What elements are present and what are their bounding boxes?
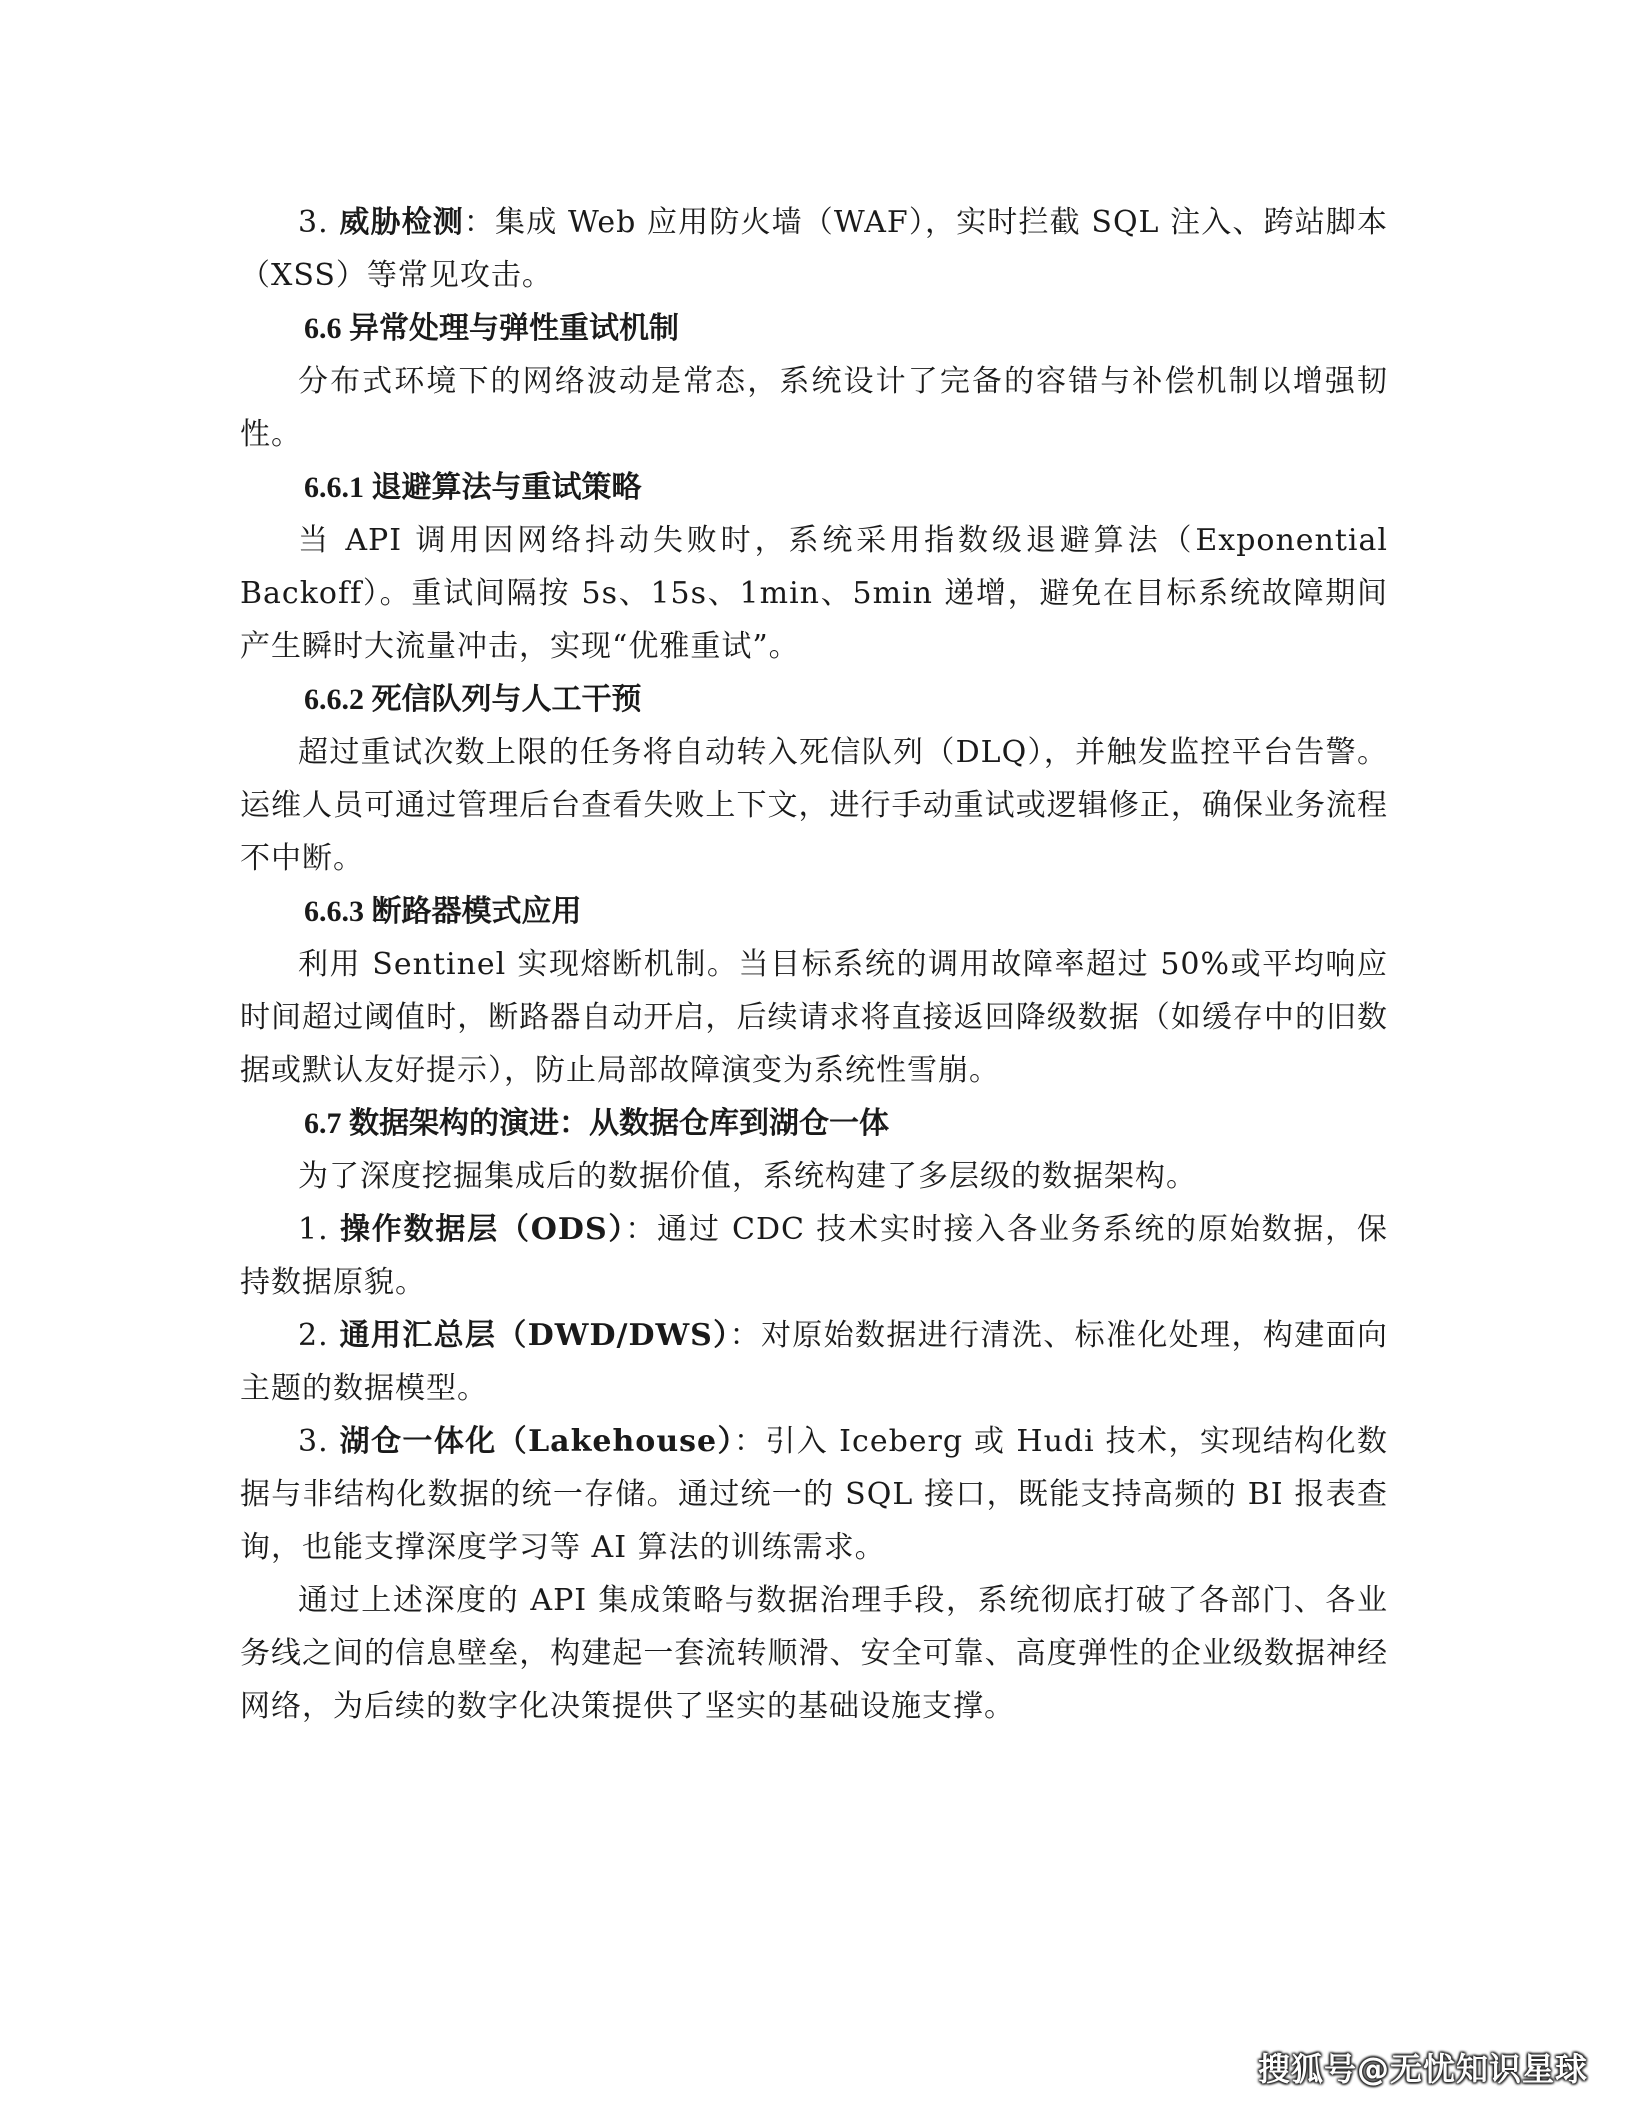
list-item-colon: ：	[733, 1424, 766, 1459]
section-heading-6-6-1: 6.6.1 退避算法与重试策略	[304, 471, 642, 504]
watermark: 搜狐号@无忧知识星球	[1257, 2050, 1588, 2088]
list-item-lakehouse	[240, 1415, 1388, 1574]
list-item-text: 通过 CDC 技术实时接入各业务系统的原始数据，保持数据原貌。	[240, 1212, 1388, 1300]
section-heading-6-6-2: 6.6.2 死信队列与人工干预	[304, 683, 642, 716]
paragraph-6-7: 为了深度挖掘集成后的数据价值，系统构建了多层级的数据架构。	[298, 1159, 1197, 1194]
document-page	[240, 196, 1388, 1733]
list-item-dwd-dws	[240, 1309, 1388, 1415]
list-item-text: 引入 Iceberg 或 Hudi 技术，实现结构化数据与非结构化数据的统一存储。通过统一的 SQL 接口，既能支持高频的 BI 报表查询，也能支撑深度学习等 AI 算法的训练需求。	[240, 1424, 1388, 1565]
list-item-text: 集成 Web 应用防火墙（WAF），实时拦截 SQL 注入、跨站脚本（XSS）等常见攻击。	[240, 205, 1389, 293]
paragraph-6-6: 分布式环境下的网络波动是常态，系统设计了完备的容错与补偿机制以增强韧性。	[240, 364, 1388, 452]
list-item-threat-detection	[240, 196, 1388, 302]
section-heading-6-6: 6.6 异常处理与弹性重试机制	[304, 312, 679, 345]
paragraph-6-6-3: 利用 Sentinel 实现熔断机制。当目标系统的调用故障率超过 50%或平均响应时间超过阈值时，断路器自动开启，后续请求将直接返回降级数据（如缓存中的旧数据或默认友好提示），防止局部故障演变为系统性雪崩。	[240, 947, 1388, 1088]
closing-paragraph: 通过上述深度的 API 集成策略与数据治理手段，系统彻底打破了各部门、各业务线之间的信息壁垒，构建起一套流转顺滑、安全可靠、高度弹性的企业级数据神经网络，为后续的数字化决策提供了坚实的基础设施支撑。	[240, 1583, 1388, 1724]
list-item-colon: ：	[625, 1212, 658, 1247]
section-heading-6-6-3: 6.6.3 断路器模式应用	[304, 895, 582, 928]
list-number: 3.	[298, 1424, 340, 1459]
list-number: 1.	[298, 1212, 340, 1247]
list-item-ods	[240, 1203, 1388, 1309]
list-item-label: 操作数据层（ODS）	[339, 1212, 626, 1247]
list-item-label: 威胁检测	[339, 205, 464, 240]
paragraph-6-6-2: 超过重试次数上限的任务将自动转入死信队列（DLQ），并触发监控平台告警。运维人员可通过管理后台查看失败上下文，进行手动重试或逻辑修正，确保业务流程不中断。	[240, 735, 1388, 876]
list-item-colon: ：	[463, 205, 496, 240]
list-item-label: 通用汇总层（DWD/DWS）	[339, 1318, 730, 1353]
list-item-text: 对原始数据进行清洗、标准化处理，构建面向主题的数据模型。	[240, 1318, 1388, 1406]
paragraph-6-6-1: 当 API 调用因网络抖动失败时，系统采用指数级退避算法（Exponential Backoff）。重试间隔按 5s、15s、1min、5min 递增，避免在目标系统故障期间产生瞬时大流量冲击，实现“优雅重试”。	[240, 523, 1388, 664]
list-number: 3.	[298, 205, 340, 240]
list-item-colon: ：	[729, 1318, 761, 1353]
list-number: 2.	[298, 1318, 340, 1353]
list-item-label: 湖仓一体化（Lakehouse）	[339, 1424, 734, 1459]
section-heading-6-7: 6.7 数据架构的演进：从数据仓库到湖仓一体	[304, 1107, 889, 1140]
